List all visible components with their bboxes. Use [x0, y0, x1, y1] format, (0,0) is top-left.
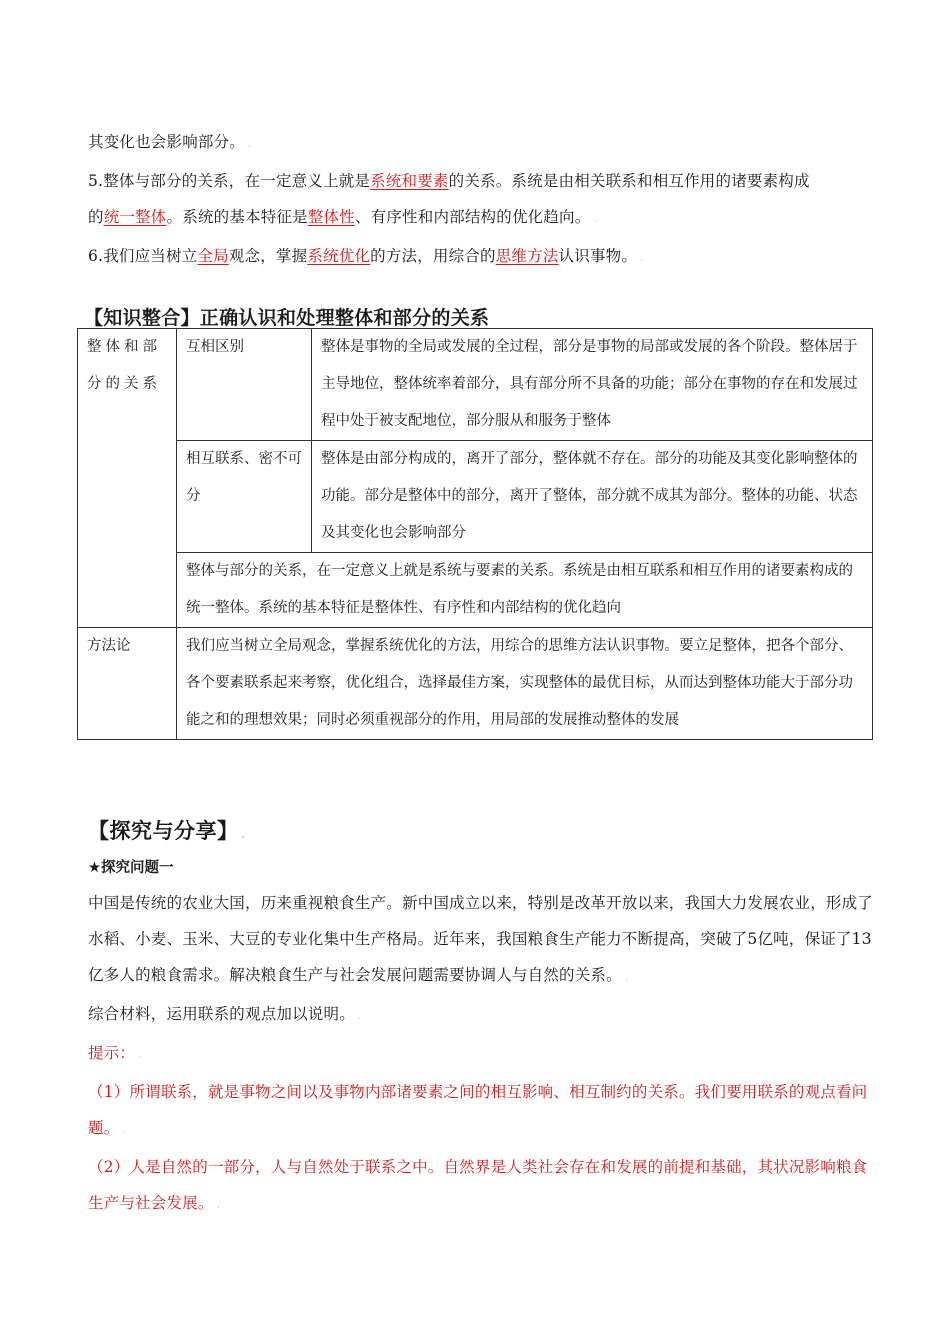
keyword-thinking-method: 思维方法: [495, 247, 559, 265]
connection-text-cell: 整体是由部分构成的，离开了部分，整体就不存在。部分的功能及其变化影响整体的功能。部分是整体中的部分，离开了整体，部分就不成其为部分。整体的功能、状态及其变化也会影响部分: [312, 441, 873, 553]
point-5: 5.整体与部分的关系，在一定意义上就是系统和要素的关系。系统是由相关联系和相互作用的诸要素构成 的统一整体。系统的基本特征是整体性、有序性和内部结构的优化趋向。 .: [88, 172, 810, 226]
keyword-system-optimization: 系统优化: [307, 247, 371, 265]
hint-label: 提示： .: [88, 1044, 142, 1062]
system-text-cell: 整体与部分的关系，在一定意义上就是系统与要素的关系。系统是由相互联系和相互作用的诸要素构成的统一整体。系统的基本特征是整体性、有序性和内部结构的优化趋向: [177, 553, 873, 628]
explore-title: 【探究与分享】 .: [88, 819, 246, 843]
difference-text-cell: 整体是事物的全局或发展的全过程，部分是事物的局部或发展的各个阶段。整体居于主导地位，整体统率着部分，具有部分所不具备的功能；部分在事物的存在和发展过程中处于被支配地位，部分服从和服务于整体: [312, 329, 873, 441]
point-6: 6.我们应当树立全局观念，掌握系统优化的方法，用综合的思维方法认识事物。 .: [88, 247, 644, 265]
method-text-cell: 我们应当树立全局观念，掌握系统优化的方法，用综合的思维方法认识事物。要立足整体，把各个部分、各个要素联系起来考察，优化组合，选择最佳方案，实现整体的最优目标，从而达到整体功能大于部分功能之和的理想效果；同时必须重视部分的作用，用局部的发展推动整体的发展: [177, 628, 873, 740]
hint-2: （2）人是自然的一部分，人与自然处于联系之中。自然界是人类社会存在和发展的前提和基础，其状况影响粮食生产与社会发展。 .: [88, 1158, 868, 1212]
knowledge-title: 【知识整合】正确认识和处理整体和部分的关系: [84, 307, 490, 329]
knowledge-table: [77, 328, 873, 740]
table-row: [78, 553, 873, 628]
table-row: [78, 329, 873, 441]
keyword-unified-whole: 统一整体: [103, 208, 167, 226]
hint-1: （1）所谓联系，就是事物之间以及事物内部诸要素之间的相互影响、相互制约的关系。我们要用联系的观点看问题。 .: [88, 1083, 868, 1137]
difference-label-cell: 互相区别: [177, 329, 312, 441]
keyword-integrity: 整体性: [307, 208, 355, 226]
table-row: [78, 441, 873, 553]
relation-header-cell: 整体和部分的关系: [78, 329, 177, 628]
method-header-cell: 方法论: [78, 628, 177, 740]
table-row: [78, 628, 873, 740]
keyword-system-element: 系统和要素: [370, 172, 449, 190]
explore-section: [88, 855, 878, 1224]
question-heading: ★探究问题一: [88, 860, 174, 876]
keyword-overall: 全局: [197, 247, 229, 265]
top-section: [84, 124, 878, 348]
question-material: 中国是传统的农业大国，历来重视粮食生产。新中国成立以来，特别是改革开放以来，我国大力发展农业，形成了水稻、小麦、玉米、大豆的专业化集中生产格局。近年来，我国粮食生产能力不断提高，突破了5亿吨，保证了13亿多人的粮食需求。解决粮食生产与社会发展问题需要协调人与自然的关系。 .: [88, 894, 874, 984]
connection-label-cell: 相互联系、密不可分: [177, 441, 312, 553]
continued-line: 其变化也会影响部分。 .: [88, 133, 252, 151]
question-ask: 综合材料，运用联系的观点加以说明。 .: [88, 1005, 362, 1023]
